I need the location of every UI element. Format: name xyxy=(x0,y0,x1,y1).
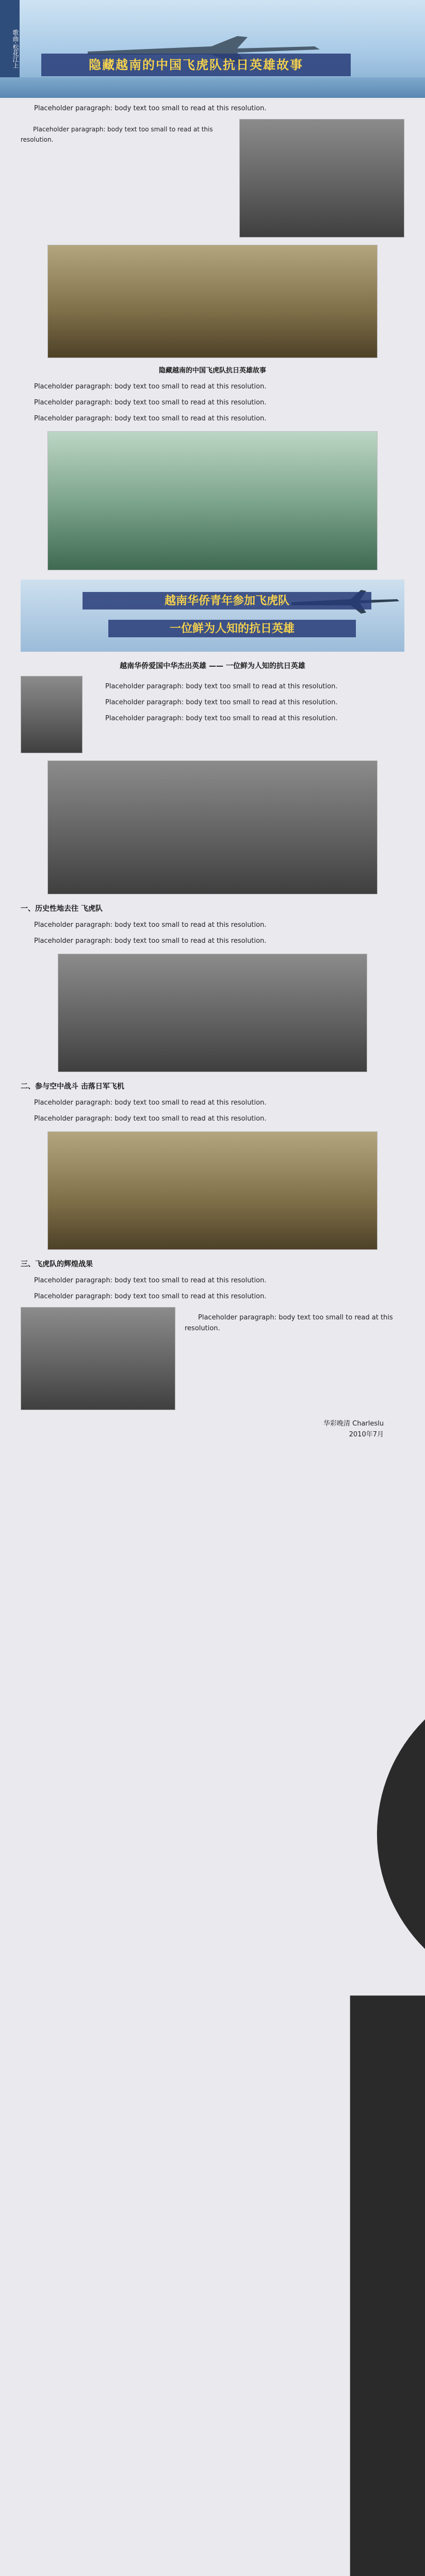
subhead-1: 一、历史性地去往 飞虎队 xyxy=(21,905,103,913)
article-content xyxy=(0,103,425,1440)
subhead-2-paragraphs xyxy=(21,1097,404,1124)
top-banner xyxy=(0,0,425,98)
mid-banner-line-2: 一位鲜为人知的抗日英雄 xyxy=(108,620,356,637)
signoff-date: 2010年7月 xyxy=(349,1431,384,1438)
group-photo-2 xyxy=(47,245,378,358)
paragraph: Placeholder paragraph: body text too small to read at this resolution. xyxy=(185,1314,393,1332)
closing-photo xyxy=(21,1307,175,1410)
paragraph: Placeholder paragraph: body text too small to read at this resolution. xyxy=(34,1115,267,1123)
intro-paragraphs xyxy=(21,103,404,114)
intro-float-text xyxy=(21,119,230,150)
mid-banner xyxy=(21,580,404,652)
closing-paragraphs xyxy=(185,1307,404,1339)
subhead-3: 三、飞虎队的辉煌战果 xyxy=(21,1260,93,1268)
portrait-photo xyxy=(21,676,83,753)
subhead-2: 二、参与空中战斗 击落日军飞机 xyxy=(21,1082,124,1091)
paragraph: Placeholder paragraph: body text too small to read at this resolution. xyxy=(34,105,267,112)
paragraph: Placeholder paragraph: body text too small to read at this resolution. xyxy=(21,126,213,143)
signoff-name: 华彩晚清 Charleslu xyxy=(323,1420,384,1428)
squadron-photo xyxy=(47,1131,378,1250)
paragraph: Placeholder paragraph: body text too small to read at this resolution. xyxy=(34,399,267,406)
paragraph: Placeholder paragraph: body text too small to read at this resolution. xyxy=(105,699,338,706)
intro-photo-row xyxy=(21,119,404,238)
subhead-1-paragraphs xyxy=(21,920,404,946)
crew-photo xyxy=(58,954,367,1072)
paragraph: Placeholder paragraph: body text too small to read at this resolution. xyxy=(105,683,338,690)
group-photo-1 xyxy=(239,119,404,238)
paragraph: Placeholder paragraph: body text too small to read at this resolution. xyxy=(34,1277,267,1284)
portrait-row xyxy=(21,676,404,753)
section-a-paragraphs xyxy=(21,381,404,424)
paragraph: Placeholder paragraph: body text too small to read at this resolution. xyxy=(34,1293,267,1300)
side-tab[interactable]: 歌曲·松花江上 xyxy=(0,0,20,98)
paragraph: Placeholder paragraph: body text too small to read at this resolution. xyxy=(34,415,267,422)
headline-2: 越南华侨爱国中华杰出英雄 —— 一位鲜为人知的抗日英雄 xyxy=(120,662,305,670)
subhead-3-paragraphs xyxy=(21,1275,404,1302)
paragraph: Placeholder paragraph: body text too small to read at this resolution. xyxy=(34,937,267,945)
closing-photo-row xyxy=(21,1307,404,1410)
banner-sub-strip xyxy=(0,77,425,98)
paragraph: Placeholder paragraph: body text too small to read at this resolution. xyxy=(105,715,338,722)
paragraph: Placeholder paragraph: body text too small to read at this resolution. xyxy=(34,921,267,929)
aircraft-group-photo xyxy=(47,760,378,894)
group-photo-3 xyxy=(47,431,378,570)
caption-1: 隐藏越南的中国飞虎队抗日英雄故事 xyxy=(158,367,266,375)
paragraph: Placeholder paragraph: body text too small to read at this resolution. xyxy=(34,1099,267,1107)
banner-title: 隐藏越南的中国飞虎队抗日英雄故事 xyxy=(41,54,351,76)
section-b-paragraphs xyxy=(92,676,404,729)
paragraph: Placeholder paragraph: body text too small to read at this resolution. xyxy=(34,383,267,391)
mid-banner-line-1: 越南华侨青年参加飞虎队 xyxy=(83,592,371,609)
